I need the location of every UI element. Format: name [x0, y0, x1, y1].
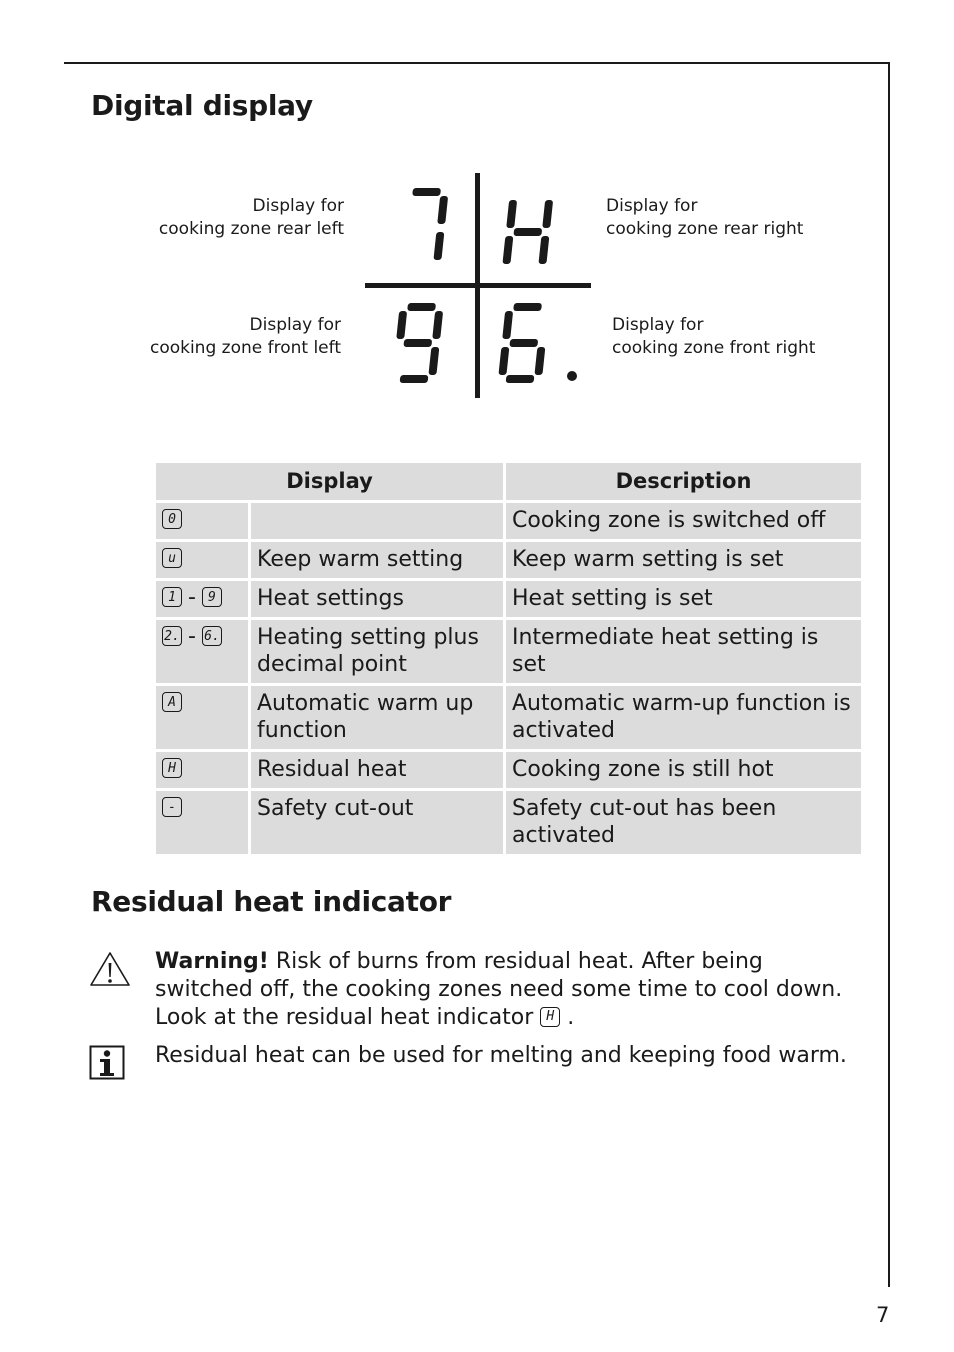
- meaning-cell: Safety cut-out: [251, 791, 503, 854]
- meaning-cell: [251, 503, 503, 539]
- residual-heat-symbol: H: [540, 1007, 560, 1027]
- symbol-cell: [156, 620, 248, 683]
- symbol-cell: [156, 542, 248, 578]
- symbol-cell: [156, 686, 248, 749]
- display-symbol-end: 9: [202, 587, 222, 607]
- symbol-cell: [156, 752, 248, 788]
- label-front-right-line1: Display for: [612, 315, 704, 335]
- seven-segment-display: [360, 170, 595, 400]
- digit-rear-left: [405, 188, 449, 260]
- label-rear-right-line2: cooking zone rear right: [606, 219, 804, 239]
- display-symbol: -: [162, 797, 182, 817]
- display-symbol-end: 6.: [202, 626, 222, 646]
- segment-g: [403, 339, 432, 347]
- label-front-left-line2: cooking zone front left: [149, 338, 341, 358]
- segment-d: [400, 375, 429, 383]
- display-symbol: 1: [162, 587, 182, 607]
- segment-e: [502, 236, 513, 264]
- description-cell: Cooking zone is still hot: [506, 752, 861, 788]
- table-row: [156, 503, 861, 539]
- segment-a: [412, 188, 441, 196]
- range-dash: -: [188, 623, 196, 649]
- display-symbol: H: [162, 758, 182, 778]
- description-cell: Safety cut-out has been activated: [506, 791, 861, 854]
- table-row: [156, 620, 861, 683]
- section-title-residual-heat: Residual heat indicator: [91, 885, 452, 918]
- display-divider-horizontal: [365, 283, 591, 288]
- segment-f: [502, 311, 513, 339]
- label-rear-left-line2: cooking zone rear left: [158, 219, 344, 239]
- segment-g: [513, 228, 542, 236]
- display-symbol: u: [162, 548, 182, 568]
- label-front-left: [150, 314, 341, 360]
- segment-g: [509, 339, 538, 347]
- section-title-digital-display: Digital display: [91, 89, 313, 122]
- segment-f: [396, 311, 407, 339]
- warning-text: Risk of burns from residual heat. After being switched off, the cooking zones need some time to cool down. Look at the residual heat indicator: [155, 949, 843, 1030]
- decimal-point: [567, 371, 577, 381]
- table-row: [156, 581, 861, 617]
- info-paragraph: Residual heat can be used for melting and keeping food warm.: [155, 1043, 847, 1068]
- label-rear-right: [606, 195, 803, 241]
- segment-c: [538, 236, 549, 264]
- warning-end: .: [560, 1005, 575, 1030]
- segment-b: [432, 311, 443, 339]
- segment-c: [433, 232, 444, 260]
- meaning-cell: Keep warm setting: [251, 542, 503, 578]
- right-rule: [888, 62, 890, 1287]
- segment-d: [506, 375, 535, 383]
- label-rear-left: [159, 195, 344, 241]
- warning-label: Warning!: [155, 949, 269, 974]
- warning-paragraph: [155, 948, 855, 1032]
- description-cell: Intermediate heat setting is set: [506, 620, 861, 683]
- meaning-cell: Residual heat: [251, 752, 503, 788]
- segment-c: [428, 347, 439, 375]
- table-row: [156, 791, 861, 854]
- segment-a: [513, 303, 542, 311]
- segment-a: [407, 303, 436, 311]
- header-description: Description: [506, 463, 861, 500]
- description-cell: Heat setting is set: [506, 581, 861, 617]
- segment-b: [542, 200, 553, 228]
- table-row: [156, 686, 861, 749]
- header-display: Display: [156, 463, 503, 500]
- segment-b: [437, 196, 448, 224]
- symbol-cell: [156, 503, 248, 539]
- segment-e: [498, 347, 509, 375]
- digit-front-left: [392, 303, 444, 383]
- table-header-row: [156, 463, 861, 500]
- display-table: [153, 460, 864, 857]
- top-rule: [64, 62, 890, 64]
- table-row: [156, 752, 861, 788]
- symbol-cell: [156, 581, 248, 617]
- table-row: [156, 542, 861, 578]
- meaning-cell: Automatic warm up function: [251, 686, 503, 749]
- description-cell: Keep warm setting is set: [506, 542, 861, 578]
- display-symbol: A: [162, 692, 182, 712]
- page-number: 7: [876, 1303, 890, 1327]
- segment-c: [534, 347, 545, 375]
- description-cell: Cooking zone is switched off: [506, 503, 861, 539]
- digit-front-right: [498, 303, 550, 383]
- label-front-right: [612, 314, 815, 360]
- digit-rear-right: [502, 200, 553, 264]
- info-i-icon: [89, 1045, 127, 1081]
- label-front-right-line2: cooking zone front right: [612, 338, 816, 358]
- description-cell: Automatic warm-up function is activated: [506, 686, 861, 749]
- symbol-cell: [156, 791, 248, 854]
- label-rear-right-line1: Display for: [606, 196, 698, 216]
- meaning-cell: Heating setting plus decimal point: [251, 620, 503, 683]
- meaning-cell: Heat settings: [251, 581, 503, 617]
- display-symbol: 0: [162, 509, 182, 529]
- display-symbol: 2.: [162, 626, 182, 646]
- label-rear-left-line1: Display for: [252, 196, 344, 216]
- warning-triangle-icon: [89, 951, 131, 987]
- segment-f: [506, 200, 517, 228]
- range-dash: -: [188, 584, 196, 610]
- label-front-left-line1: Display for: [249, 315, 341, 335]
